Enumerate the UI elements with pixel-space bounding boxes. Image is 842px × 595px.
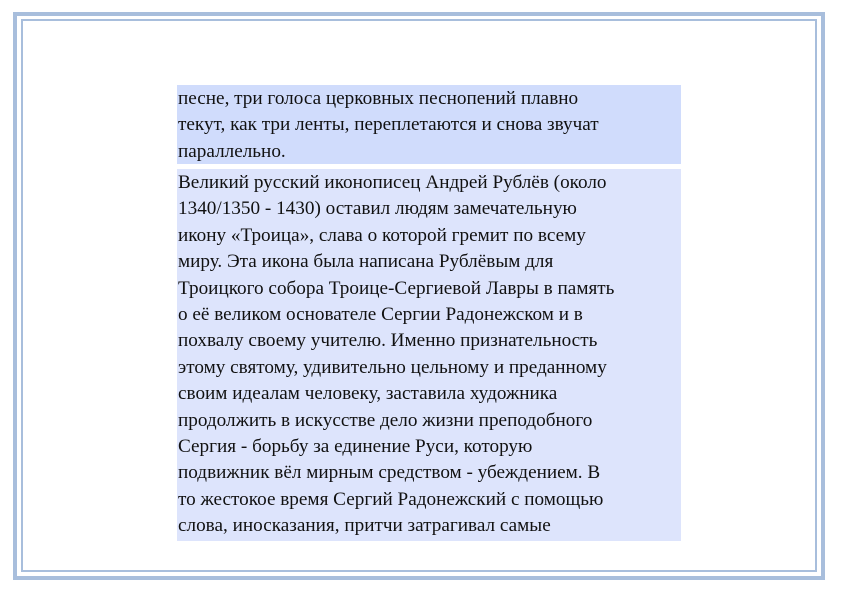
text-line: то жестокое время Сергий Радонежский с помощью xyxy=(178,488,604,510)
text-line: песне, три голоса церковных песнопений плавно xyxy=(178,88,579,109)
text-line: миру. Эта икона была написана Рублёвым для xyxy=(178,251,554,273)
text-line: текут, как три ленты, переплетаются и снова звучат xyxy=(178,114,599,136)
text-line: продолжить в искусстве дело жизни преподобного xyxy=(178,409,593,431)
text-line: Троицкого собора Троице-Сергиевой Лавры в память xyxy=(178,277,615,299)
text-line: подвижник вёл мирным средством - убеждением. В xyxy=(178,462,601,484)
text-line: параллельно. xyxy=(178,140,286,162)
text-block-song xyxy=(177,85,681,164)
text-line: Великий русский иконописец Андрей Рублёв (около xyxy=(178,172,607,193)
text-line: о её великом основателе Сергии Радонежском и в xyxy=(178,303,583,325)
text-line: 1340/1350 - 1430) оставил людям замечательную xyxy=(178,198,577,220)
text-block-rublev xyxy=(177,169,681,541)
text-line: своим идеалам человеку, заставила художника xyxy=(178,383,558,405)
text-line: икону «Троица», слава о которой гремит по всему xyxy=(178,224,586,246)
text-line: этому святому, удивительно цельному и преданному xyxy=(178,356,607,378)
text-line: Сергия - борьбу за единение Руси, которую xyxy=(178,435,533,457)
text-line: похвалу своему учителю. Именно признательность xyxy=(178,330,598,352)
text-line: слова, иносказания, притчи затрагивал самые xyxy=(178,515,551,537)
